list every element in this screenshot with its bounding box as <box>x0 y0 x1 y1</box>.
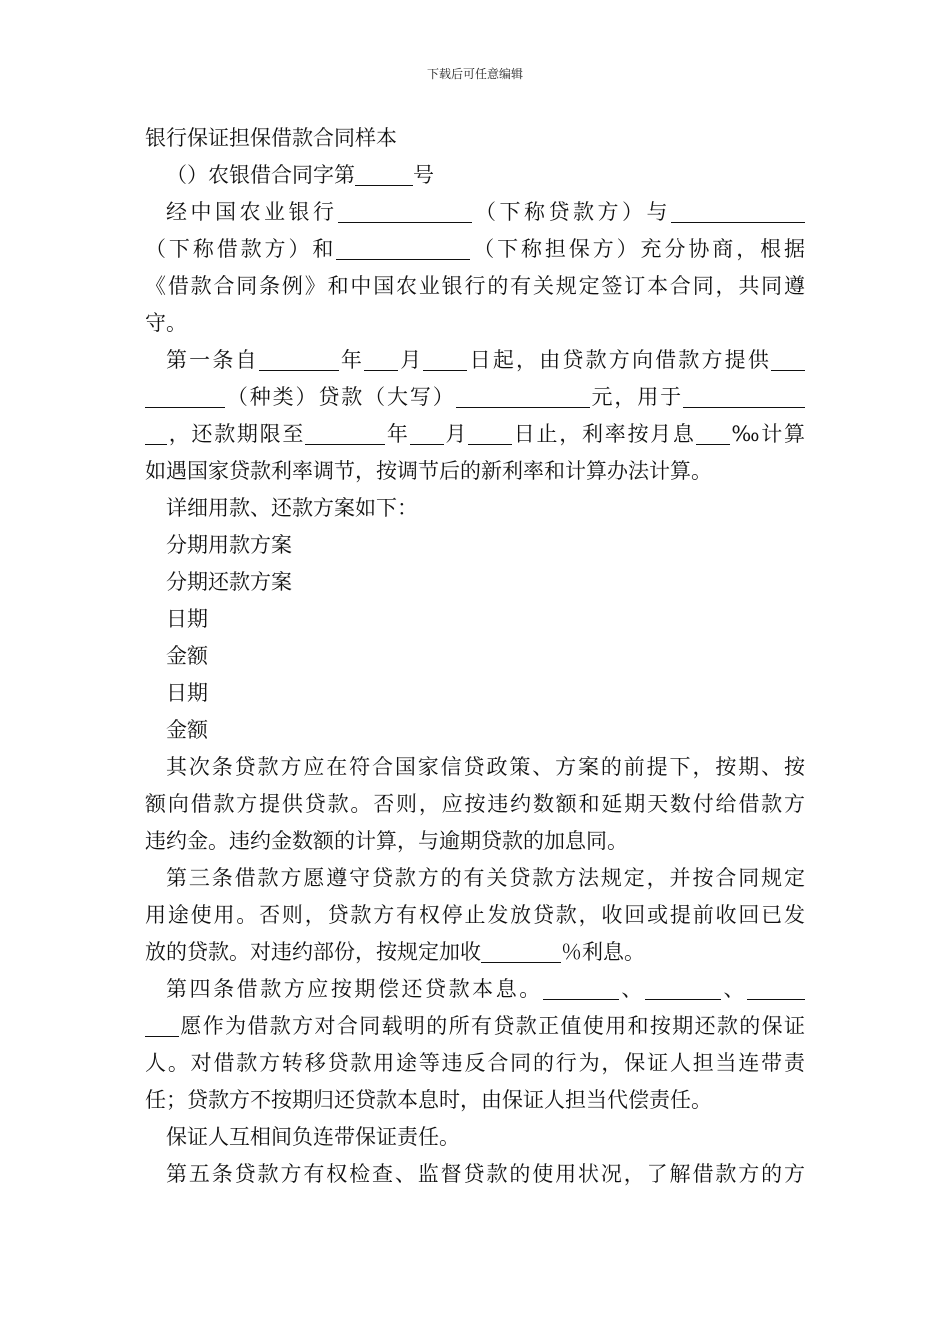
article4-line-1: 第四条借款方应按期偿还贷款本息。 、 、 <box>145 971 805 1008</box>
intro-line-2: （下称借款方）和 （下称担保方）充分协商，根据 <box>145 237 806 261</box>
borrower-blank <box>671 202 805 223</box>
guarantor-1-blank <box>543 979 619 1000</box>
article1-line-1: 第一条自 年 月 日起，由贷款方向借款方提供 <box>145 342 805 379</box>
article5-line-1: 第五条贷款方有权检查、监督贷款的使用状况，了解借款方的方 <box>166 1162 805 1186</box>
article2-line-1: 其次条贷款方应在符合国家信贷政策、方案的前提下，按期、按 <box>166 755 805 779</box>
plan-intro: 详细用款、还款方案如下： <box>166 496 418 520</box>
article3-line-3: 放的贷款。对违约部份，按规定加收 ％利息。 <box>145 940 645 964</box>
end-year-blank <box>305 424 385 445</box>
start-year-blank <box>259 350 339 371</box>
plan-item: 分期用款方案 <box>166 533 292 557</box>
plan-item: 日期 <box>166 681 208 705</box>
start-month-blank <box>364 350 398 371</box>
contract-number-line: （）农银借合同字第 号 <box>166 163 434 187</box>
guarantor-3-blank-end <box>145 1016 179 1037</box>
document-body <box>145 120 805 1193</box>
penalty-rate-blank <box>481 942 561 963</box>
article2-line-3: 违约金。违约金数额的计算，与逾期贷款的加息同。 <box>145 829 628 853</box>
plan-item: 金额 <box>166 718 208 742</box>
article4-line-3: 人。对借款方转移贷款用途等违反合同的行为，保证人担当连带责 <box>145 1051 805 1075</box>
guarantor-3-blank <box>747 979 805 1000</box>
interest-rate-blank <box>696 424 730 445</box>
article2-line-2: 额向借款方提供贷款。否则，应按违约数额和延期天数付给借款方 <box>145 792 805 816</box>
purpose-blank-end <box>145 424 167 445</box>
intro-line-1: 经中国农业银行 （下称贷款方）与 <box>145 194 805 231</box>
article3-line-2: 用途使用。否则，贷款方有权停止发放贷款，收回或提前收回已发 <box>145 903 805 927</box>
contract-number-blank <box>355 165 413 186</box>
end-month-blank <box>410 424 444 445</box>
article4-line-2: 愿作为借款方对合同载明的所有贷款正值使用和按期还款的保证 <box>145 1008 805 1045</box>
article4-line-4: 任；贷款方不按期归还贷款本息时，由保证人担当代偿责任。 <box>145 1088 712 1112</box>
loan-type-blank <box>145 387 225 408</box>
plan-item: 分期还款方案 <box>166 570 292 594</box>
document-title: 银行保证担保借款合同样本 <box>145 126 397 150</box>
purpose-blank <box>683 387 805 408</box>
article1-line-4: 如遇国家贷款利率调节，按调节后的新利率和计算办法计算。 <box>145 459 712 483</box>
article3-line-1: 第三条借款方愿遵守贷款方的有关贷款方法规定，并按合同规定 <box>166 866 805 890</box>
start-day-blank <box>423 350 467 371</box>
guarantor-blank <box>336 239 470 260</box>
page-header: 下载后可任意编辑 <box>426 67 523 81</box>
article4-line-5: 保证人互相间负连带保证责任。 <box>166 1125 460 1149</box>
intro-line-3: 《借款合同条例》和中国农业银行的有关规定签订本合同，共同遵 <box>145 274 805 298</box>
end-day-blank <box>468 424 512 445</box>
article1-line-2: （种类）贷款（大写） 元，用于 <box>145 379 805 416</box>
branch-blank <box>338 202 472 223</box>
intro-line-4: 守。 <box>145 311 187 335</box>
amount-blank <box>456 387 590 408</box>
guarantor-2-blank <box>645 979 721 1000</box>
plan-item: 金额 <box>166 644 208 668</box>
loan-type-blank-start <box>771 350 805 371</box>
article1-line-3: ，还款期限至 年 月 日止，利率按月息 ‰计算 <box>145 416 805 453</box>
plan-item: 日期 <box>166 607 208 631</box>
